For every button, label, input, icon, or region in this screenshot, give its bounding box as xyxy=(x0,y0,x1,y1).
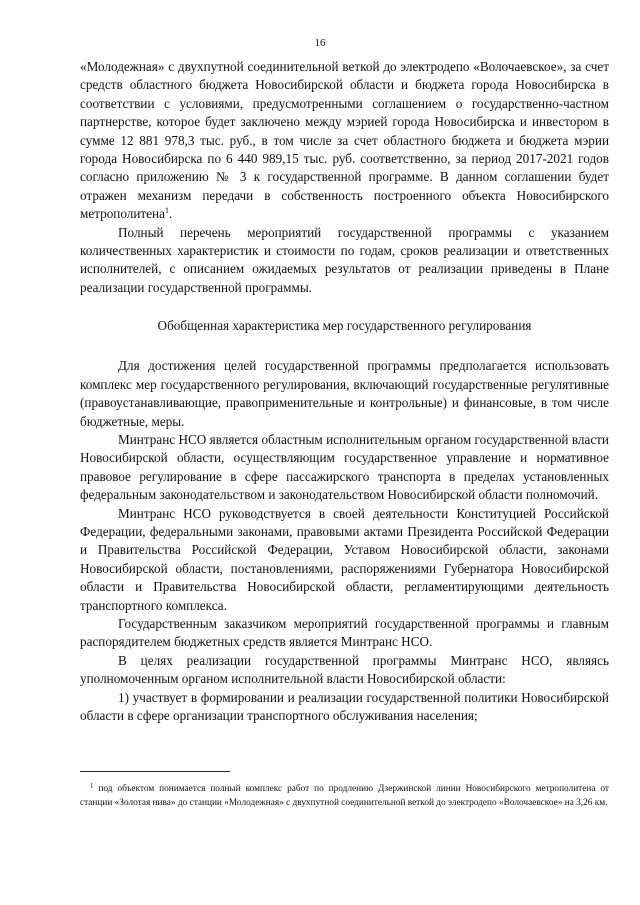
section-heading: Обобщенная характеристика мер государственного регулирования xyxy=(157,318,532,334)
paragraph-mintrans-legal-basis: Минтранс НСО руководствуется в своей деятельности Конституцией Российской Федерации, федеральными законами, правовыми актами Президента Российской Федерации и Правительства Российской Федерации, Уставом Новосибирской области, законами Новосибирской области, постановлениями, распоряжениями Губернатора Новосибирской области и Правительства Новосибирской области, регламентирующими деятельность транспортного комплекса. xyxy=(80,505,609,613)
paragraph-metro-financing: «Молодежная» с двухпутной соединительной веткой до электродепо «Волочаевское», за счет средств областного бюджета Новосибирской области и бюджета города Новосибирска в соответствии с условиями, предусмотренными соглашением о государственно-частном партнерстве, которое будет заключено между мэрией города Новосибирска и инвестором в сумме 12 881 978,3 тыс. руб., в том числе за счет областного бюджета и бюджета мэрии города Новосибирска по 6 440 989,15 тыс. руб. соответственно, за период 2017-2021 годов согласно приложению № 3 к государственной программе. В данном соглашении будет отражен механизм передачи в собственность построенного объекта Новосибирского метрополитена$^1$. xyxy=(80,59,609,222)
paragraph-mintrans-authority: В целях реализации государственной программы Минтранс НСО, являясь уполномоченным органом исполнительной власти Новосибирской области: xyxy=(80,652,609,687)
footnote-reference: 1 xyxy=(164,206,169,216)
page-number: 16 xyxy=(314,37,326,49)
paragraph-state-customer: Государственным заказчиком мероприятий государственной программы и главным распорядителем бюджетных средств является Минтранс НСО. xyxy=(80,615,609,650)
footnote xyxy=(80,782,609,810)
paragraph-measures-list: Полный перечень мероприятий государственной программы с указанием количественных характеристик и стоимости по годам, сроков реализации и ответственных исполнителей, с описанием ожидаемых результатов от реализации приведены в Плане реализации государственной программы. xyxy=(80,224,609,295)
footnote-divider xyxy=(80,771,230,772)
footnote-marker: 1 xyxy=(90,782,94,790)
paragraph-regulation-measures: Для достижения целей государственной программы предполагается использовать комплекс мер государственного регулирования, включающий государственные регулятивные (правоустанавливающие, правоприменительные и контрольные) и финансовые, в том числе бюджетные, меры. xyxy=(80,358,609,429)
paragraph-mintrans-role: Минтранс НСО является областным исполнительным органом государственной власти Новосибирской области, осуществляющим государственное управление и нормативное правовое регулирование в сфере пассажирского транспорта в пределах установленных федеральным законодательством и законодательством Новосибирской области полномочий. xyxy=(80,431,609,503)
document-body xyxy=(80,58,609,725)
list-item-1: 1) участвует в формировании и реализации государственной политики Новосибирской области в сфере организации транспортного обслуживания населения; xyxy=(80,689,609,723)
footnote-text: под объектом понимается полный комплекс работ по продлению Дзержинской линии Новосибирского метрополитена от станции «Золотая нива» до станции «Молодежная» с двухпутной соединительной веткой до электродепо «Волочаевское» на 3,26 км. xyxy=(80,784,609,808)
